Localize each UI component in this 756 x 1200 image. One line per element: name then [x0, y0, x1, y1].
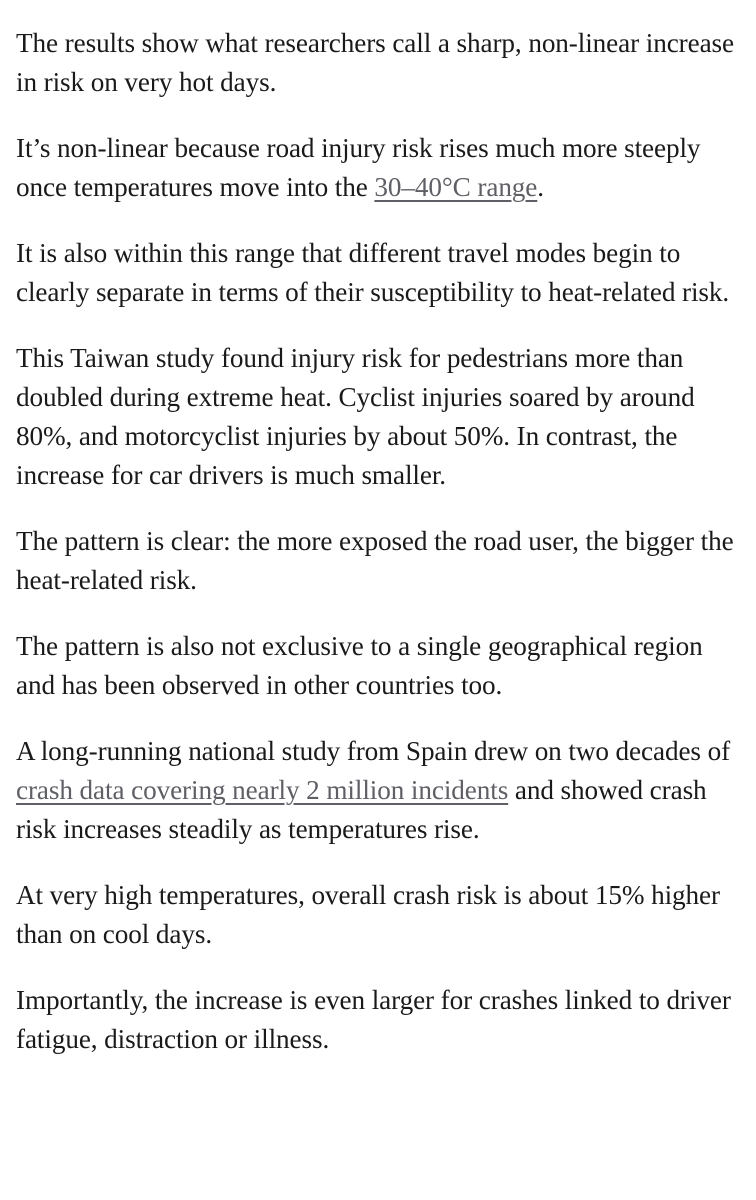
paragraph-travel-modes: It is also within this range that different travel modes begin to clearly separate in terms of their susceptibility to heat-related risk.	[16, 238, 730, 307]
paragraph-text: A long-running national study from Spain drew on two decades of	[16, 736, 731, 766]
temperature-range-link[interactable]: 30–40°C range	[374, 172, 538, 202]
paragraph-results: The results show what researchers call a sharp, non-linear increase in risk on very hot days.	[16, 28, 734, 97]
paragraph-text: It’s non-linear because road injury risk rises much more steeply once temperatures move into the	[16, 133, 701, 202]
paragraph-pattern-regions: The pattern is also not exclusive to a single geographical region and has been observed in other countries too.	[16, 631, 703, 700]
paragraph-spain-study	[16, 732, 742, 849]
paragraph-pattern-clear: The pattern is clear: the more exposed the road user, the bigger the heat-related risk.	[16, 526, 734, 595]
paragraph-high-temperatures: At very high temperatures, overall crash risk is about 15% higher than on cool days.	[16, 880, 720, 949]
paragraph-text: and showed crash risk increases steadily as temperatures rise.	[16, 775, 707, 844]
crash-data-link[interactable]: crash data covering nearly 2 million incidents	[16, 775, 509, 805]
paragraph-taiwan-study: This Taiwan study found injury risk for pedestrians more than doubled during extreme heat. Cyclist injuries soared by around 80%, and motorcyclist injuries by about 50%. In contrast, the increase for car drivers is much smaller.	[16, 343, 695, 490]
paragraph-text: .	[537, 172, 544, 202]
paragraph-fatigue: Importantly, the increase is even larger for crashes linked to driver fatigue, distraction or illness.	[16, 985, 731, 1054]
paragraph-non-linear	[16, 129, 742, 207]
